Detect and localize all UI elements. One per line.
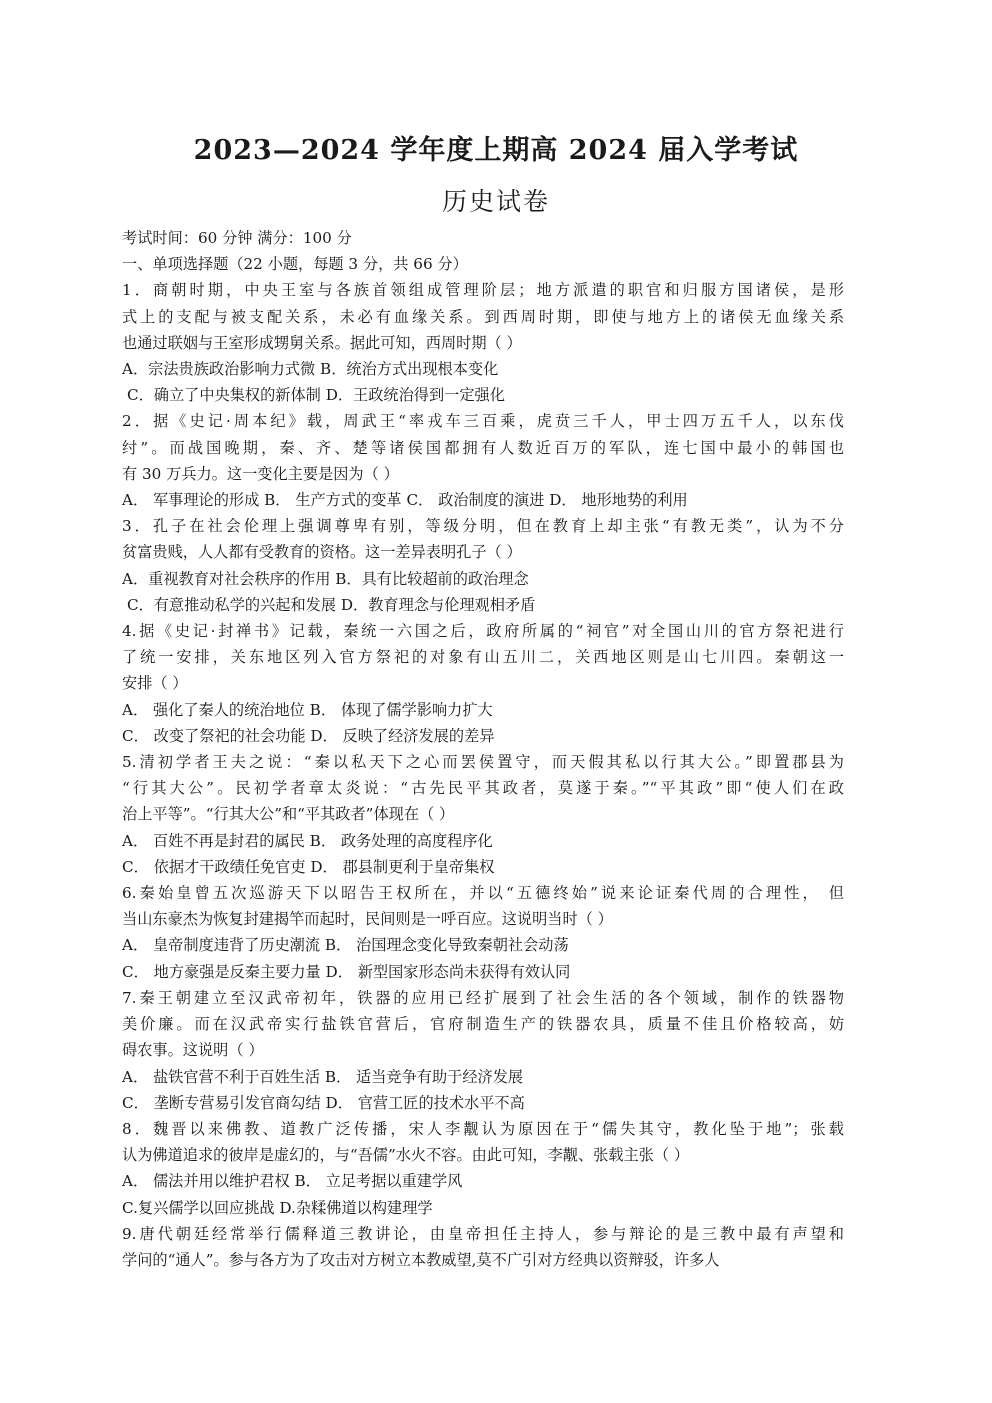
question-stem-line: 3．孔子在社会伦理上强调尊卑有别，等级分明，但在教育上却主张“有教无类”，认为不分 [122, 517, 844, 536]
question-stem-line: 6.秦始皇曾五次巡游天下以昭告王权所在，并以“五德终始”说来论证秦代周的合理性， 但 [122, 884, 844, 903]
question-option-line: A． 百姓不再是封君的属民 B． 政务处理的高度程序化 [122, 831, 493, 850]
question-option-line: C． 垄断专营易引发官商勾结 D． 官营工匠的技术水平不高 [122, 1093, 525, 1112]
question-option-line: C． 地方豪强是反秦主要力量 D． 新型国家形态尚未获得有效认同 [122, 962, 571, 981]
question-option-line: A． 皇帝制度违背了历史潮流 B． 治国理念变化导致秦朝社会动荡 [122, 936, 569, 955]
question-9 [122, 1221, 844, 1273]
exam-title: 2023—2024 学年度上期高 2024 届入学考试 [193, 135, 799, 166]
question-3 [122, 513, 844, 618]
question-stem-line: 1．商朝时期，中央王室与各族首领组成管理阶层；地方派遣的职官和归服方国诸侯，是形 [122, 281, 844, 300]
question-1 [122, 277, 844, 408]
question-8 [122, 1116, 844, 1221]
question-7 [122, 985, 844, 1116]
question-stem-line: 纣”。而战国晚期，秦、齐、楚等诸侯国都拥有人数近百万的军队，连七国中最小的韩国也 [122, 438, 844, 457]
exam-info: 考试时间：60 分钟 满分：100 分 [122, 229, 352, 247]
question-stem-line: 5.清初学者王夫之说：“秦以私天下之心而罢侯置守，而天假其私以行其大公。”即置郡县为 [122, 753, 844, 772]
question-stem-line: 安排（ ） [122, 674, 188, 693]
question-stem-line: 2．据《史记·周本纪》载，周武王“率戎车三百乘，虎贲三千人，甲士四万五千人，以东伐 [122, 412, 844, 431]
question-stem-line: 了统一安排，关东地区列入官方祭祀的对象有山五川二，关西地区则是山七川四。秦朝这一 [122, 648, 844, 667]
question-stem-line: 有 30 万兵力。这一变化主要是因为（ ） [122, 464, 399, 483]
question-stem-line: 认为佛道追求的彼岸是虚幻的，与“吾儒”水火不容。由此可知，李觏、张载主张（ ） [122, 1146, 690, 1165]
question-stem-line: 式上的支配与被支配关系，未必有血缘关系。到西周时期，即使与地方上的诸侯无血缘关系 [122, 307, 844, 326]
question-option-line: A． 儒法并用以维护君权 B． 立足考据以重建学风 [122, 1172, 463, 1191]
question-2 [122, 408, 844, 513]
question-option-line: C． 依据才干政绩任免官吏 D． 郡县制更利于皇帝集权 [122, 857, 495, 876]
question-option-line: A． 盐铁官营不利于百姓生活 B． 适当竞争有助于经济发展 [122, 1067, 524, 1086]
question-option-line: C．确立了中央集权的新体制 D．王政统治得到一定强化 [127, 386, 505, 405]
question-option-line: C． 改变了祭祀的社会功能 D． 反映了经济发展的差异 [122, 726, 495, 745]
question-option-line: C.复兴儒学以回应挑战 D.杂糅佛道以构建理学 [122, 1198, 433, 1217]
question-stem-line: 碍农事。这说明（ ） [122, 1041, 264, 1060]
question-list [122, 277, 844, 1273]
question-stem-line: 也通过联姻与王室形成甥舅关系。据此可知，西周时期（ ） [122, 333, 522, 352]
question-stem-line: 贫富贵贱，人人都有受教育的资格。这一差异表明孔子（ ） [122, 543, 522, 562]
question-4 [122, 618, 844, 749]
question-stem-line: 8．魏晋以来佛教、道教广泛传播，宋人李觏认为原因在于“儒失其守，教化坠于地”；张载 [122, 1119, 844, 1138]
question-stem-line: 9.唐代朝廷经常举行儒释道三教讲论，由皇帝担任主持人，参与辩论的是三教中最有声望和 [122, 1224, 844, 1243]
question-stem-line: 4.据《史记·封禅书》记载，秦统一六国之后，政府所属的“祠官”对全国山川的官方祭祀进行 [122, 622, 844, 641]
question-stem-line: “行其大公”。民初学者章太炎说：“古先民平其政者，莫遂于秦。”“平其政”即“使人们在政 [122, 779, 844, 798]
question-option-line: A．宗法贵族政治影响力式微 B．统治方式出现根本变化 [122, 360, 499, 379]
question-6 [122, 880, 844, 985]
question-option-line: A． 军事理论的形成 B． 生产方式的变革 C． 政治制度的演进 D． 地形地势的利用 [122, 491, 688, 510]
question-stem-line: 治上平等”。“行其大公”和“平其政者”体现在（ ） [122, 805, 455, 824]
exam-content [122, 225, 844, 1273]
question-stem-line: 7.秦王朝建立至汉武帝初年，铁器的应用已经扩展到了社会生活的各个领域，制作的铁器物 [122, 988, 844, 1007]
question-option-line: C．有意推动私学的兴起和发展 D．教育理念与伦理观相矛盾 [127, 595, 536, 614]
question-stem-line: 学问的“通人”。参与各方为了攻击对方树立本教威望,莫不广引对方经典以资辩驳，许多人 [122, 1250, 720, 1269]
question-option-line: A．重视教育对社会秩序的作用 B．具有比较超前的政治理念 [122, 569, 529, 588]
question-option-line: A． 强化了秦人的统治地位 B． 体现了儒学影响力扩大 [122, 700, 493, 719]
question-stem-line: 当山东豪杰为恢复封建揭竿而起时，民间则是一呼百应。这说明当时（ ） [122, 910, 613, 929]
section-heading: 一、单项选择题（22 小题，每题 3 分，共 66 分） [122, 255, 468, 274]
exam-subtitle: 历史试卷 [441, 187, 550, 216]
question-stem-line: 美价廉。而在汉武帝实行盐铁官营后，官府制造生产的铁器农具，质量不佳且价格较高，妨 [122, 1015, 844, 1034]
question-5 [122, 749, 844, 880]
